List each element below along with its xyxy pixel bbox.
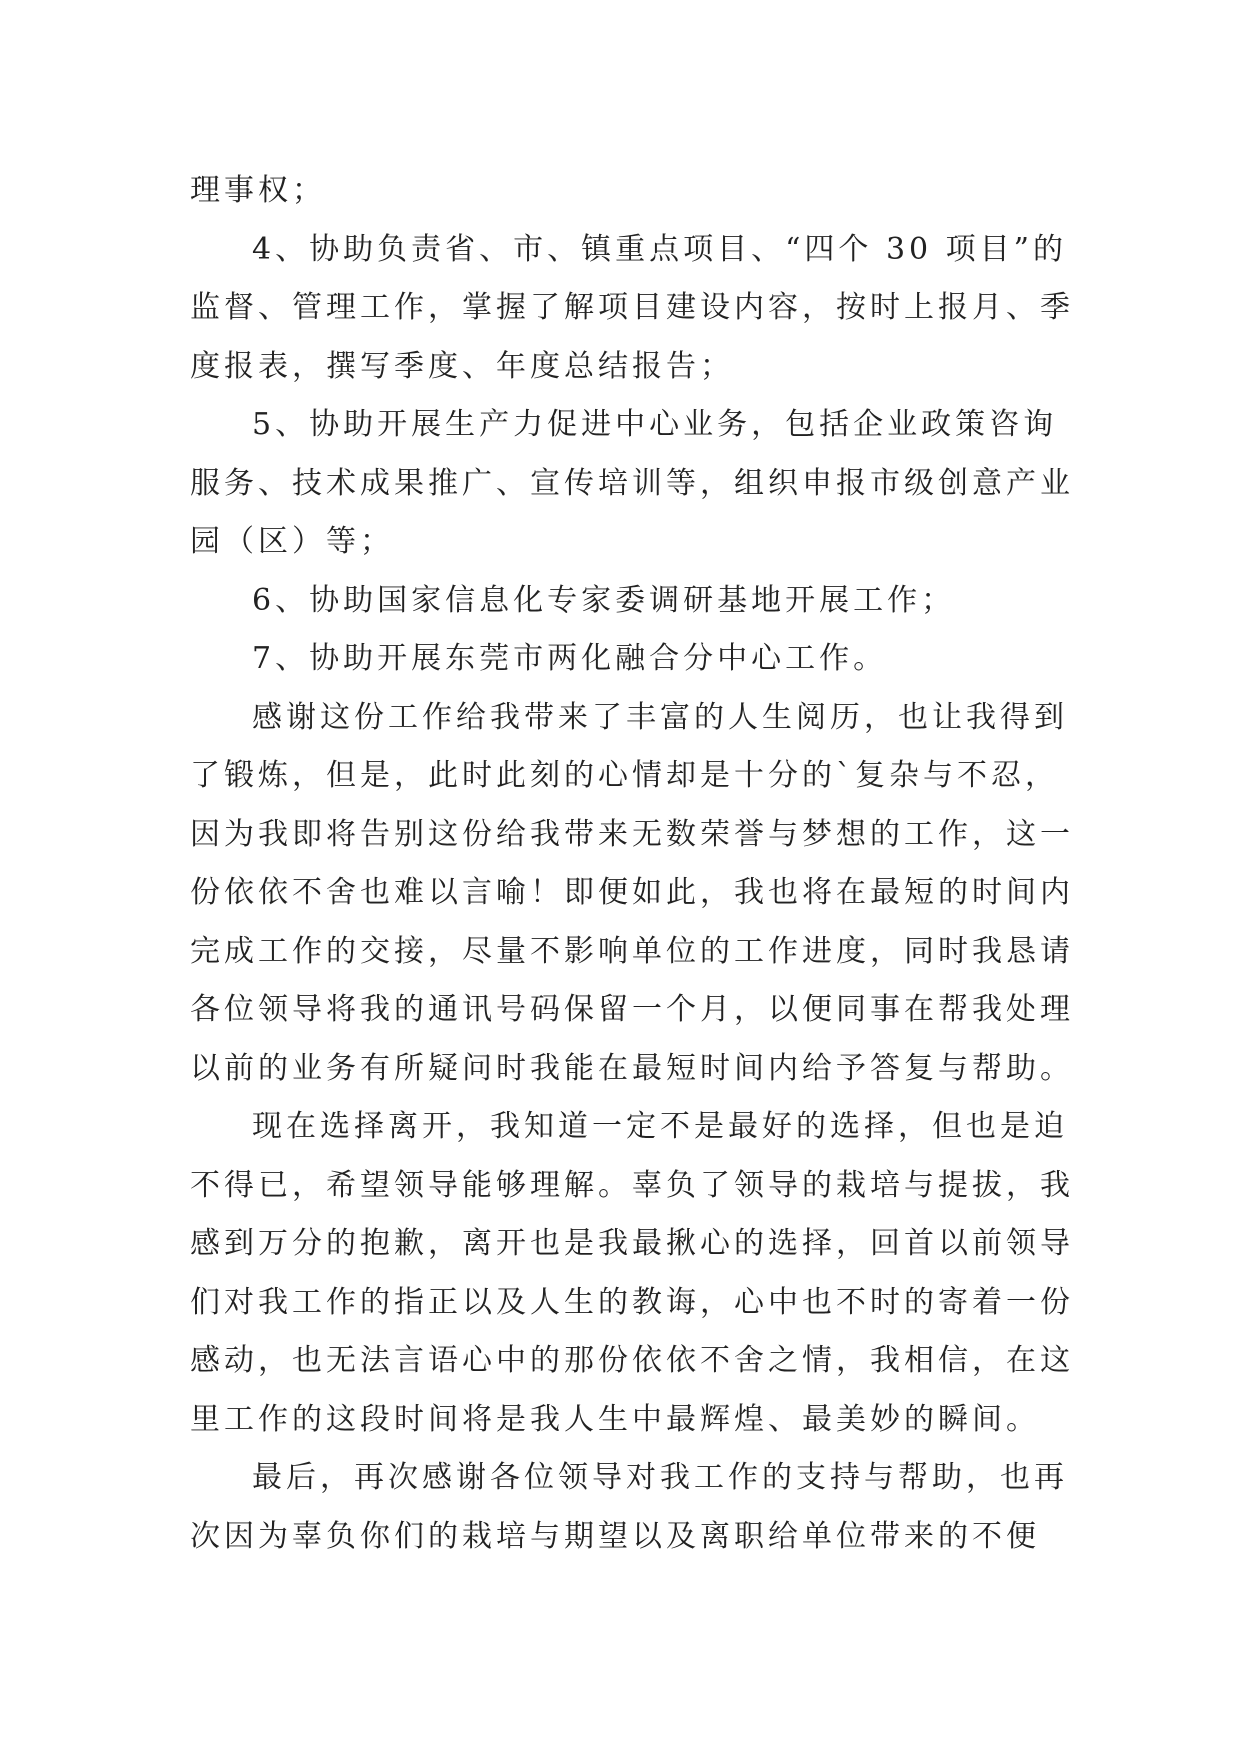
text-line: 以前的业务有所疑问时我能在最短时间内给予答复与帮助。 [190, 1050, 1074, 1086]
text-line: 不得已，希望领导能够理解。辜负了领导的栽培与提拔，我 [190, 1167, 1074, 1203]
document-body [190, 162, 1074, 1566]
text-line: 了锻炼，但是，此时此刻的心情却是十分的`复杂与不忍， [190, 758, 1059, 793]
text-line: 们对我工作的指正以及人生的教诲，心中也不时的寄着一份 [190, 1284, 1074, 1320]
text-line: 份依依不舍也难以言喻！即便如此，我也将在最短的时间内 [190, 875, 1074, 910]
text-line: 最后，再次感谢各位领导对我工作的支持与帮助，也再 [252, 1460, 1068, 1495]
text-line: 理事权； [190, 173, 326, 208]
text-line: 7、协助开展东莞市两化融合分中心工作。 [252, 641, 888, 676]
text-line: 次因为辜负你们的栽培与期望以及离职给单位带来的不便 [190, 1518, 1040, 1554]
text-line: 园（区）等； [190, 524, 394, 559]
text-line: 现在选择离开，我知道一定不是最好的选择，但也是迫 [252, 1109, 1068, 1144]
text-line: 感动，也无法言语心中的那份依依不舍之情，我相信，在这 [190, 1343, 1074, 1378]
text-line: 完成工作的交接，尽量不影响单位的工作进度，同时我恳请 [190, 933, 1074, 969]
text-line: 因为我即将告别这份给我带来无数荣誉与梦想的工作，这一 [190, 816, 1074, 852]
text-line: 里工作的这段时间将是我人生中最辉煌、最美妙的瞬间。 [190, 1401, 1040, 1437]
text-line: 4、协助负责省、市、镇重点项目、“四个 30 项目”的 [252, 231, 1068, 267]
text-line: 度报表，撰写季度、年度总结报告； [190, 348, 734, 384]
text-line: 感谢这份工作给我带来了丰富的人生阅历，也让我得到 [252, 699, 1068, 735]
text-line: 服务、技术成果推广、宣传培训等，组织申报市级创意产业 [190, 465, 1074, 501]
text-line: 监督、管理工作，掌握了解项目建设内容，按时上报月、季 [190, 290, 1074, 325]
text-line: 感到万分的抱歉，离开也是我最揪心的选择，回首以前领导 [190, 1226, 1074, 1261]
text-line: 6、协助国家信息化专家委调研基地开展工作； [252, 582, 956, 618]
text-line: 5、协助开展生产力促进中心业务，包括企业政策咨询 [252, 407, 1058, 442]
text-line: 各位领导将我的通讯号码保留一个月，以便同事在帮我处理 [190, 992, 1074, 1027]
